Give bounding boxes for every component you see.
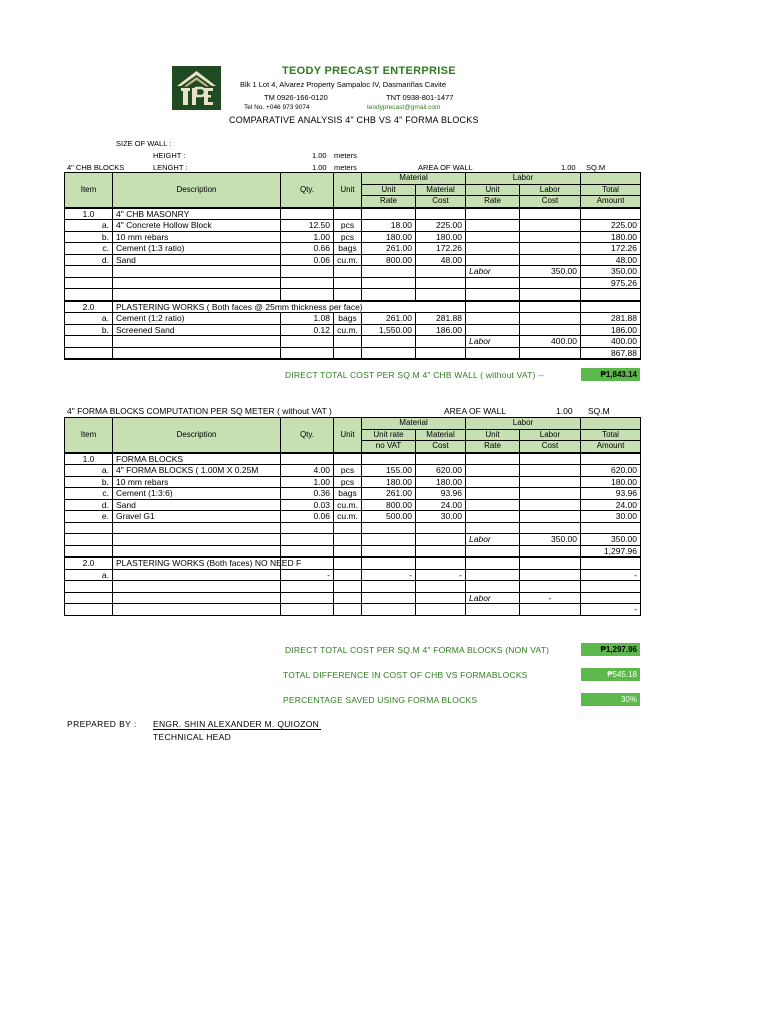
col-qty: Qty. bbox=[281, 173, 334, 208]
col-material-cost-b: Cost bbox=[416, 441, 466, 453]
cell-rate: 180.00 bbox=[362, 231, 416, 243]
cell-description: Cement (1:3:6) bbox=[113, 488, 281, 500]
length-label: LENGHT : bbox=[153, 163, 188, 172]
cell-labor-label: Labor bbox=[466, 266, 520, 278]
cell-description: Cement (1:3 ratio) bbox=[113, 243, 281, 255]
cell-unit: cu.m. bbox=[334, 254, 362, 266]
page-title: COMPARATIVE ANALYSIS 4" CHB VS 4" FORMA BLOCKS bbox=[229, 115, 479, 125]
cell-item: c. bbox=[65, 488, 113, 500]
cell-subtotal: - bbox=[581, 604, 641, 616]
table-row bbox=[65, 592, 641, 604]
height-unit: meters bbox=[334, 151, 357, 160]
table-row bbox=[65, 254, 641, 266]
cell-material-cost: - bbox=[416, 569, 466, 581]
table-row bbox=[65, 511, 641, 523]
cell-total: 24.00 bbox=[581, 499, 641, 511]
forma-total-label: DIRECT TOTAL COST PER SQ.M 4" FORMA BLOCKS (NON VAT) bbox=[285, 645, 550, 655]
cell-unit: cu.m. bbox=[334, 511, 362, 523]
cell-item: a. bbox=[65, 220, 113, 232]
cell-rate: 18.00 bbox=[362, 220, 416, 232]
col-empty bbox=[581, 418, 641, 430]
cell-labor-label: Labor bbox=[466, 534, 520, 546]
forma-area-unit: SQ.M bbox=[588, 406, 610, 416]
cell-material-cost: 172.26 bbox=[416, 243, 466, 255]
table-row bbox=[65, 604, 641, 616]
cell-total: 180.00 bbox=[581, 476, 641, 488]
area-of-wall-value: 1.00 bbox=[561, 163, 576, 172]
col-description: Description bbox=[113, 173, 281, 208]
col-item: Item bbox=[65, 173, 113, 208]
col-material: Material bbox=[362, 418, 466, 430]
cell-total: 180.00 bbox=[581, 231, 641, 243]
cell-material-cost: 93.96 bbox=[416, 488, 466, 500]
height-label: HEIGHT : bbox=[153, 151, 186, 160]
col-unit-rate: Unit bbox=[362, 184, 416, 196]
table-row bbox=[65, 569, 641, 581]
col-total-b: Amount bbox=[581, 196, 641, 208]
cell-material-cost: 180.00 bbox=[416, 231, 466, 243]
cell-rate: 800.00 bbox=[362, 499, 416, 511]
cell-rate: 800.00 bbox=[362, 254, 416, 266]
cell-description: 4" FORMA BLOCKS ( 1.00M X 0.25M bbox=[113, 465, 281, 477]
col-labor: Labor bbox=[466, 173, 581, 185]
cell-labor-cost: 350.00 bbox=[520, 534, 581, 546]
chb-total-label: DIRECT TOTAL COST PER SQ.M 4" CHB WALL ( without VAT) -- bbox=[285, 370, 545, 380]
col-labor: Labor bbox=[466, 418, 581, 430]
cell-item: b. bbox=[65, 476, 113, 488]
cell-rate: 500.00 bbox=[362, 511, 416, 523]
col-labor-cost-b: Cost bbox=[520, 196, 581, 208]
cell-material-cost: 48.00 bbox=[416, 254, 466, 266]
cell-material-cost: 30.00 bbox=[416, 511, 466, 523]
cell-unit: pcs bbox=[334, 220, 362, 232]
table-row bbox=[65, 231, 641, 243]
prepared-by-label: PREPARED BY : bbox=[67, 719, 137, 729]
cell-description: Sand bbox=[113, 499, 281, 511]
col-unit-rate: Unit rate bbox=[362, 429, 416, 441]
table-row bbox=[65, 476, 641, 488]
cell-item: b. bbox=[65, 324, 113, 336]
cell-unit: pcs bbox=[334, 465, 362, 477]
table-row bbox=[65, 277, 641, 289]
cell-description: 4" Concrete Hollow Block bbox=[113, 220, 281, 232]
col-labor-cost: Labor bbox=[520, 184, 581, 196]
cell-qty: 0.03 bbox=[281, 499, 334, 511]
cell-item: d. bbox=[65, 499, 113, 511]
col-unit-rate-b: no VAT bbox=[362, 441, 416, 453]
table-row bbox=[65, 488, 641, 500]
cell-labor-cost: - bbox=[520, 592, 581, 604]
col-labor-cost: Labor bbox=[520, 429, 581, 441]
size-of-wall-label: SIZE OF WALL : bbox=[116, 139, 172, 148]
company-tel: Tel No. +046 973 9074 bbox=[244, 104, 310, 111]
col-material-cost: Material bbox=[416, 429, 466, 441]
forma-total-value: ₱1,297.96 bbox=[581, 643, 640, 656]
table-row bbox=[65, 534, 641, 546]
cell-total: 350.00 bbox=[581, 534, 641, 546]
section-number: 2.0 bbox=[65, 301, 113, 313]
col-material-cost: Material bbox=[416, 184, 466, 196]
company-tm-number: TM 0926-166-0120 bbox=[264, 93, 328, 102]
table-row bbox=[65, 324, 641, 336]
cell-total: 30.00 bbox=[581, 511, 641, 523]
cell-material-cost: 180.00 bbox=[416, 476, 466, 488]
section-title: FORMA BLOCKS bbox=[113, 453, 281, 465]
table-row bbox=[65, 313, 641, 325]
company-logo bbox=[172, 66, 221, 110]
cell-item: b. bbox=[65, 231, 113, 243]
col-labor-unit: Unit bbox=[466, 429, 520, 441]
col-unit-rate-b: Rate bbox=[362, 196, 416, 208]
cell-description: Cement (1:2 ratio) bbox=[113, 313, 281, 325]
cell-rate: 1,550.00 bbox=[362, 324, 416, 336]
cell-total: 281.88 bbox=[581, 313, 641, 325]
cell-description: Sand bbox=[113, 254, 281, 266]
length-unit: meters bbox=[334, 163, 357, 172]
table-row bbox=[65, 545, 641, 557]
table-row bbox=[65, 557, 641, 569]
cell-unit: cu.m. bbox=[334, 499, 362, 511]
cell-item: e. bbox=[65, 511, 113, 523]
cell-rate: 155.00 bbox=[362, 465, 416, 477]
cell-qty: 12.50 bbox=[281, 220, 334, 232]
cell-subtotal: 975.26 bbox=[581, 277, 641, 289]
col-empty bbox=[581, 173, 641, 185]
section-title: PLASTERING WORKS (Both faces) NO NEED F bbox=[113, 557, 281, 569]
table-row bbox=[65, 499, 641, 511]
cell-total: 620.00 bbox=[581, 465, 641, 477]
cell-total: - bbox=[581, 569, 641, 581]
col-labor-unit: Unit bbox=[466, 184, 520, 196]
table-row bbox=[65, 208, 641, 220]
col-qty: Qty. bbox=[281, 418, 334, 453]
cell-subtotal: 1,297.96 bbox=[581, 545, 641, 557]
cell-material-cost: 225.00 bbox=[416, 220, 466, 232]
col-labor-cost-b: Cost bbox=[520, 441, 581, 453]
forma-cost-table bbox=[64, 417, 641, 616]
difference-label: TOTAL DIFFERENCE IN COST OF CHB VS FORMABLOCKS bbox=[283, 670, 528, 680]
height-value: 1.00 bbox=[312, 151, 327, 160]
cell-unit: bags bbox=[334, 243, 362, 255]
percentage-saved-label: PERCENTAGE SAVED USING FORMA BLOCKS bbox=[283, 695, 478, 705]
cell-unit: pcs bbox=[334, 231, 362, 243]
cell-labor-cost: 350.00 bbox=[520, 266, 581, 278]
col-total: Total bbox=[581, 184, 641, 196]
difference-value: ₱545.18 bbox=[581, 668, 640, 681]
table-row bbox=[65, 581, 641, 593]
col-labor-unit-b: Rate bbox=[466, 196, 520, 208]
cell-item: d. bbox=[65, 254, 113, 266]
section-number: 2.0 bbox=[65, 557, 113, 569]
cell-description: Gravel G1 bbox=[113, 511, 281, 523]
section-title: PLASTERING WORKS ( Both faces @ 25mm thickness per face) bbox=[113, 301, 466, 313]
company-email[interactable]: teodyprecast@gmail.com bbox=[367, 104, 441, 111]
table-row bbox=[65, 347, 641, 359]
cell-unit: pcs bbox=[334, 476, 362, 488]
section-number: 1.0 bbox=[65, 453, 113, 465]
table-row bbox=[65, 266, 641, 278]
cell-total: 186.00 bbox=[581, 324, 641, 336]
length-value: 1.00 bbox=[312, 163, 327, 172]
table-row bbox=[65, 301, 641, 313]
col-material: Material bbox=[362, 173, 466, 185]
forma-area-value: 1.00 bbox=[556, 406, 573, 416]
cell-labor-cost: 400.00 bbox=[520, 336, 581, 348]
chb-total-value: ₱1,843.14 bbox=[581, 368, 640, 381]
cell-item: a. bbox=[65, 569, 113, 581]
company-address: Blk 1 Lot 4, Alvarez Property Sampaloc IV, Dasmariñas Cavite bbox=[240, 80, 447, 89]
col-material-cost-b: Cost bbox=[416, 196, 466, 208]
cell-qty: 4.00 bbox=[281, 465, 334, 477]
section-title: 4" CHB MASONRY bbox=[113, 208, 281, 220]
col-unit: Unit bbox=[334, 173, 362, 208]
col-item: Item bbox=[65, 418, 113, 453]
cell-description: 10 mm rebars bbox=[113, 476, 281, 488]
cell-rate: 261.00 bbox=[362, 313, 416, 325]
cell-item: a. bbox=[65, 465, 113, 477]
table-row bbox=[65, 465, 641, 477]
cell-item: c. bbox=[65, 243, 113, 255]
cell-material-cost: 620.00 bbox=[416, 465, 466, 477]
cell-total: 172.26 bbox=[581, 243, 641, 255]
percentage-saved-value: 30% bbox=[581, 693, 640, 706]
table-row bbox=[65, 522, 641, 534]
table-row bbox=[65, 289, 641, 301]
table-row bbox=[65, 220, 641, 232]
cell-rate: 180.00 bbox=[362, 476, 416, 488]
cell-material-cost: 24.00 bbox=[416, 499, 466, 511]
company-tnt-number: TNT 0938-801-1477 bbox=[386, 93, 454, 102]
col-total-b: Amount bbox=[581, 441, 641, 453]
cell-total: 400.00 bbox=[581, 336, 641, 348]
cell-item: a. bbox=[65, 313, 113, 325]
house-roof-logo-icon bbox=[172, 66, 221, 110]
cell-labor-label: Labor bbox=[466, 592, 520, 604]
chb-cost-table bbox=[64, 172, 641, 360]
cell-labor-label: Labor bbox=[466, 336, 520, 348]
forma-area-label: AREA OF WALL bbox=[444, 406, 507, 416]
area-of-wall-label: AREA OF WALL bbox=[418, 163, 473, 172]
table-row bbox=[65, 453, 641, 465]
cell-rate: 261.00 bbox=[362, 488, 416, 500]
cell-rate: 261.00 bbox=[362, 243, 416, 255]
cell-qty: 1.00 bbox=[281, 231, 334, 243]
cell-total: 225.00 bbox=[581, 220, 641, 232]
cell-qty: 1.08 bbox=[281, 313, 334, 325]
cell-material-cost: 186.00 bbox=[416, 324, 466, 336]
prepared-by-name: ENGR. SHIN ALEXANDER M. QUIOZON bbox=[153, 719, 320, 729]
cell-unit: cu.m. bbox=[334, 324, 362, 336]
section-number: 1.0 bbox=[65, 208, 113, 220]
cell-qty: 1.00 bbox=[281, 476, 334, 488]
prepared-by-role: TECHNICAL HEAD bbox=[153, 732, 232, 742]
company-name: TEODY PRECAST ENTERPRISE bbox=[282, 65, 456, 77]
table-row bbox=[65, 336, 641, 348]
cell-total: 48.00 bbox=[581, 254, 641, 266]
col-unit: Unit bbox=[334, 418, 362, 453]
table-row bbox=[65, 243, 641, 255]
cell-qty: 0.06 bbox=[281, 511, 334, 523]
cell-description: 10 mm rebars bbox=[113, 231, 281, 243]
cell-unit: bags bbox=[334, 488, 362, 500]
col-description: Description bbox=[113, 418, 281, 453]
cell-total: 350.00 bbox=[581, 266, 641, 278]
cell-qty: 0.36 bbox=[281, 488, 334, 500]
col-labor-unit-b: Rate bbox=[466, 441, 520, 453]
cell-unit: bags bbox=[334, 313, 362, 325]
cell-material-cost: 281.88 bbox=[416, 313, 466, 325]
col-total: Total bbox=[581, 429, 641, 441]
cell-subtotal: 867.88 bbox=[581, 347, 641, 359]
cell-qty: - bbox=[281, 569, 334, 581]
cell-qty: 0.06 bbox=[281, 254, 334, 266]
forma-section-title: 4" FORMA BLOCKS COMPUTATION PER SQ METER ( without VAT ) bbox=[67, 406, 332, 416]
length-prefix: 4" CHB BLOCKS bbox=[67, 163, 125, 172]
cell-total: 93.96 bbox=[581, 488, 641, 500]
cell-description: Screened Sand bbox=[113, 324, 281, 336]
cell-qty: 0.66 bbox=[281, 243, 334, 255]
cell-rate: - bbox=[362, 569, 416, 581]
area-of-wall-unit: SQ.M bbox=[586, 163, 606, 172]
cell-qty: 0.12 bbox=[281, 324, 334, 336]
